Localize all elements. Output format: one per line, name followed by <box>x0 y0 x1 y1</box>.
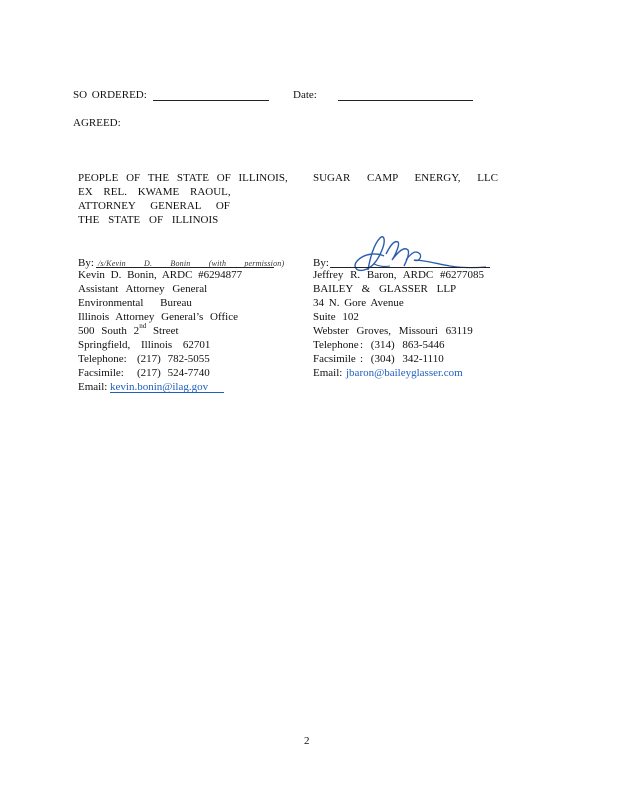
left-signature-text: /s/Kevin D. Bonin (with permission) <box>98 259 285 268</box>
left-by-label: By: <box>78 257 94 269</box>
right-facsimile-value: : (304) 342-1110 <box>360 353 444 365</box>
left-telephone-value: (217) 782-5055 <box>137 353 210 365</box>
left-telephone-label: Telephone: <box>78 353 127 365</box>
left-email-link[interactable]: kevin.bonin@ilag.gov <box>110 381 209 393</box>
left-street-sup: nd <box>139 322 147 331</box>
right-email-label: Email: <box>313 367 343 379</box>
date-line <box>338 100 473 101</box>
left-party-line-1: PEOPLE OF THE STATE OF ILLINOIS, <box>78 172 288 184</box>
left-office: Illinois Attorney General’s Office <box>78 311 238 323</box>
right-email-link[interactable]: jbaron@baileyglasser.com <box>346 367 463 379</box>
left-street-prefix: 500 South 2 <box>78 325 140 337</box>
left-attorney-title: Assistant Attorney General <box>78 283 208 295</box>
left-email-label: Email: <box>78 381 108 393</box>
page-number: 2 <box>304 735 310 747</box>
left-facsimile-label: Facsimile: <box>78 367 124 379</box>
left-city: Springfield, Illinois 62701 <box>78 339 211 351</box>
left-party-line-2: EX REL. KWAME RAOUL, <box>78 186 231 198</box>
right-firm: BAILEY & GLASSER LLP <box>313 283 457 295</box>
left-party-line-4: THE STATE OF ILLINOIS <box>78 214 219 226</box>
right-city: Webster Groves, Missouri 63119 <box>313 325 473 337</box>
left-email-underline <box>110 392 224 393</box>
left-street <box>78 324 179 338</box>
left-party-line-3: ATTORNEY GENERAL OF <box>78 200 230 212</box>
right-telephone-value: : (314) 863-5446 <box>360 339 445 351</box>
right-by-label: By: <box>313 257 329 269</box>
right-street: 34 N. Gore Avenue <box>313 297 404 309</box>
left-bureau: Environmental Bureau <box>78 297 192 309</box>
so-ordered-signature-line <box>153 100 269 101</box>
so-ordered-label: SO ORDERED: <box>73 89 147 101</box>
agreed-label: AGREED: <box>73 117 121 129</box>
right-telephone-label: Telephone <box>313 339 359 351</box>
left-attorney-name: Kevin D. Bonin, ARDC #6294877 <box>78 269 243 281</box>
right-attorney-name: Jeffrey R. Baron, ARDC #6277085 <box>313 269 485 281</box>
right-party-line-1: SUGAR CAMP ENERGY, LLC <box>313 172 499 184</box>
right-facsimile-label: Facsimile <box>313 353 356 365</box>
left-facsimile-value: (217) 524-7740 <box>137 367 210 379</box>
left-street-suffix: Street <box>146 325 179 337</box>
right-suite: Suite 102 <box>313 311 359 323</box>
date-label: Date: <box>293 89 317 101</box>
